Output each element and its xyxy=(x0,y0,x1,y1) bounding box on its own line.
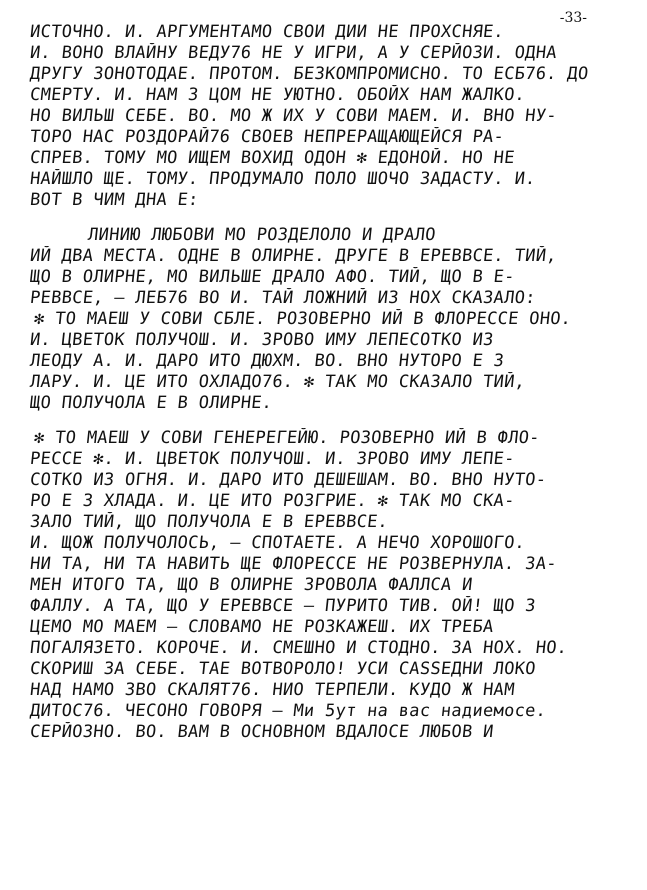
text-line: ВОТ В ЧИМ ДНА Е: xyxy=(29,190,200,210)
paragraph-5 xyxy=(30,533,615,743)
text-line: ЛАРУ. И. ЦЕ ИТО ОХЛАДО76. ✻ ТАК МО СКАЗАЛО ТИЙ, xyxy=(29,372,527,392)
text-line: ЩО В ОЛИРНЕ, МО ВИЛЬШЕ ДРАЛО АФО. ТИЙ, ЩО В Е- xyxy=(29,267,516,287)
page-number: -33- xyxy=(559,10,587,26)
text-line: НИ ТА, НИ ТА НАВИТЬ ЩЕ ФЛОРЕССЕ НЕ РОЗВЕРНУЛА. ЗА- xyxy=(29,554,558,574)
text-line: РЕССЕ ✻. И. ЦВЕТОК ПОЛУЧОШ. И. ЗРОВО ИМУ ЛЕПЕ- xyxy=(29,449,516,469)
text-line: ФАЛЛУ. А ТА, ЩО У ЕРЕВВСЕ — ПУРИТО ТИВ. ОЙ! ЩО З xyxy=(29,596,537,616)
handwritten-text-body xyxy=(30,22,615,743)
text-line: СМЕРТУ. И. НАМ З ЦОМ НЕ УЮТНО. ОБОЙХ НАМ ЖАЛКО. xyxy=(29,85,527,105)
text-line: НАЙШЛО ЩЕ. ТОМУ. ПРОДУМАЛО ПОЛО ШОЧО ЗАДАСТУ. И. xyxy=(29,169,537,189)
text-line: И. ВОНО ВЛАЙНУ ВЕДУ76 НЕ У ИГРИ, А У СЕРЙОЗИ. ОДНА xyxy=(29,43,558,63)
text-line: ЦЕМО МО МАЕМ — СЛОВАМО НЕ РОЗКАЖЕШ. ИХ ТРЕБА xyxy=(29,617,495,637)
text-line: ИЙ ДВА МЕСТА. ОДНЕ В ОЛИРНЕ. ДРУГЕ В ЕРЕВВСЕ. ТИЙ, xyxy=(29,246,558,266)
text-line: ДРУГУ ЗОНОТОДАЕ. ПРОТОМ. БЕЗКОМПРОМИСНО. ТО ЕСБ76. ДО xyxy=(29,64,590,84)
text-line: ТОРО НАС РОЗДОРАЙ76 СВОЕВ НЕПРЕРАЩАЮЩЕЙСЯ РА- xyxy=(29,127,506,147)
text-line: И. ЦВЕТОК ПОЛУЧОШ. И. ЗРОВО ИМУ ЛЕПЕСОТКО ИЗ xyxy=(29,330,495,350)
paragraph-4 xyxy=(30,428,615,533)
text-line: СЕРЙОЗНО. ВО. ВАМ В ОСНОВНОМ ВДАЛОСЕ ЛЮБОВ И xyxy=(29,722,495,742)
text-line: ЛЕОДУ А. И. ДАРО ИТО ДЮХМ. ВО. ВНО НУТОРО Е З xyxy=(29,351,506,371)
text-line: СПРЕВ. ТОМУ МО ИЩЕМ ВОХИД ОДОН ✻ ЕДОНОЙ. НО НЕ xyxy=(29,148,516,168)
text-line: СОТКО ИЗ ОГНЯ. И. ДАРО ИТО ДЕШЕШАМ. ВО. ВНО НУТО- xyxy=(29,470,548,490)
text-line: ПОГАЛЯЗЕТО. КОРОЧЕ. И. СМЕШНО И СТОДНО. ЗА НОХ. НО. xyxy=(29,638,569,658)
text-line: И. ЩОЖ ПОЛУЧОЛОСЬ, — СПОТАЕТЕ. А НЕЧО ХОРОШОГО. xyxy=(29,533,527,553)
paragraph-gap xyxy=(30,211,615,225)
text-line: ДИТОС76. ЧЕСОНО ГОВОРЯ — Ми 5ут на вас надиемосе. xyxy=(29,701,548,721)
paragraph-2 xyxy=(30,225,615,309)
text-line: ✻ ТО МАЕШ У СОВИ ГЕНЕРЕГЕЙЮ. РОЗОВЕРНО ИЙ В ФЛО- xyxy=(33,428,541,448)
text-line: ЩО ПОЛУЧОЛА Е В ОЛИРНЕ. xyxy=(29,393,274,413)
text-line: НАД НАМО ЗВО СКАЛЯТ76. НИО ТЕРПЕЛИ. КУДО Ж НАМ xyxy=(29,680,516,700)
text-line: СКОРИШ ЗА СЕБЕ. ТАЕ ВОТВОРОЛО! УСИ CASSEДНИ ЛОКО xyxy=(29,659,537,679)
text-line: ИСТОЧНО. И. АРГУМЕНТАМО СВОИ ДИИ НЕ ПРОХСНЯЕ. xyxy=(29,22,506,42)
text-line: ✻ ТО МАЕШ У СОВИ СБЛЕ. РОЗОВЕРНО ИЙ В ФЛОРЕССЕ ОНО. xyxy=(33,309,573,329)
text-line: НО ВИЛЬШ СЕБЕ. ВО. МО Ж ИХ У СОВИ МАЕМ. И. ВНО НУ- xyxy=(29,106,558,126)
paragraph-1 xyxy=(30,22,615,211)
paragraph-3 xyxy=(30,309,615,414)
text-line: МЕН ИТОГО ТА, ЩО В ОЛИРНЕ ЗРОВОЛА ФАЛЛСА И xyxy=(29,575,474,595)
text-line: РЕВВСЕ, — ЛЕБ76 ВО И. ТАЙ ЛОЖНИЙ ИЗ НОХ СКАЗАЛО: xyxy=(29,288,537,308)
paragraph-gap xyxy=(30,414,615,428)
text-line: ЗАЛО ТИЙ, ЩО ПОЛУЧОЛА Е В ЕРЕВВСЕ. xyxy=(29,512,390,532)
text-line: ЛИНИЮ ЛЮБОВИ МО РОЗДЕЛОЛО И ДРАЛО xyxy=(87,225,437,245)
text-line: РО Е З ХЛАДА. И. ЦЕ ИТО РОЗГРИЕ. ✻ ТАК МО СКА- xyxy=(29,491,516,511)
